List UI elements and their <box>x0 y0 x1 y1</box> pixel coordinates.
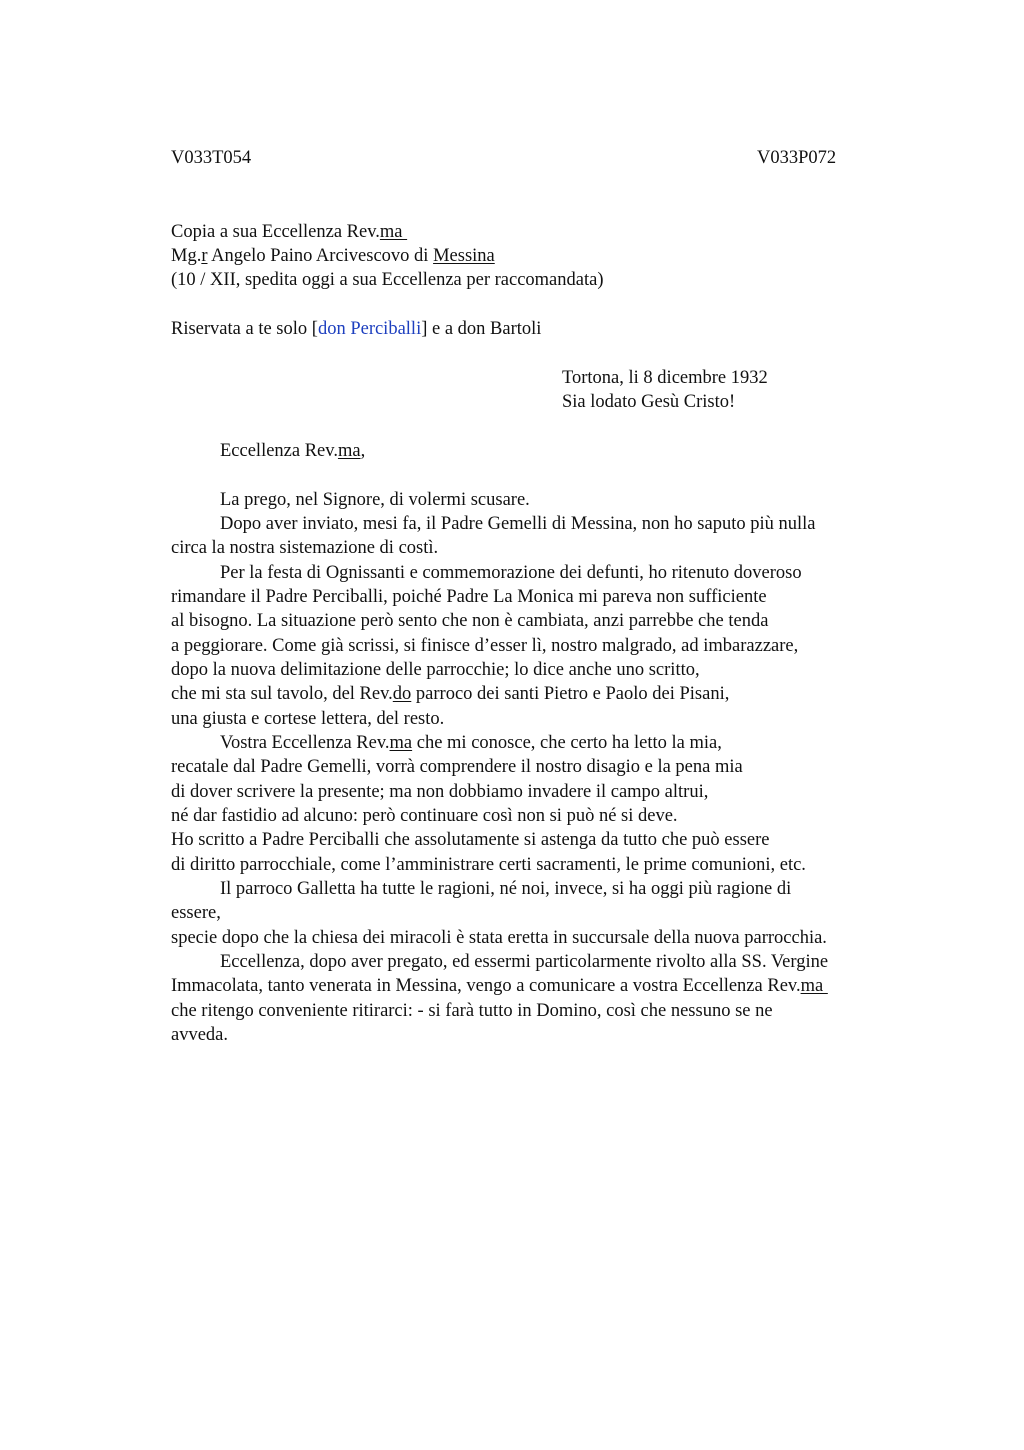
body-line: Il parroco Galletta ha tutte le ragioni, né noi, invece, si ha oggi più ragione di <box>220 879 792 899</box>
address-title-prefix: Mg. <box>171 246 202 266</box>
body-line-text: Immacolata, tanto venerata in Messina, vengo a comunicare a vostra Eccellenza Rev. <box>171 976 801 996</box>
body-line <box>220 731 722 755</box>
body-line-text: Vostra Eccellenza Rev. <box>220 733 390 753</box>
address-line-2 <box>171 244 495 268</box>
body-line: recatale dal Padre Gemelli, vorrà comprendere il nostro disagio e la pena mia <box>171 757 743 777</box>
body-line: specie dopo che la chiesa dei miracoli è stata eretta in succursale della nuova parrocchia. <box>171 928 827 948</box>
body-line: di dover scrivere la presente; ma non dobbiamo invadere il campo altrui, <box>171 782 709 802</box>
body-line: Dopo aver inviato, mesi fa, il Padre Gemelli di Messina, non ho saputo più nulla <box>220 514 816 534</box>
body-line: Per la festa di Ognissanti e commemorazione dei defunti, ho ritenuto doveroso <box>220 563 802 583</box>
salutation-sup: ma <box>337 441 361 461</box>
body-line <box>171 974 828 998</box>
body-line-sup: ma <box>800 976 828 996</box>
body-line: di diritto parrocchiale, come l’amministrare certi sacramenti, le prime comunioni, etc. <box>171 855 806 875</box>
body-line: a peggiorare. Come già scrissi, si finisce d’esser lì, nostro malgrado, ad imbarazzare, <box>171 636 799 656</box>
body-line-text: parroco dei santi Pietro e Paolo dei Pisani, <box>411 684 730 704</box>
body-line: circa la nostra sistemazione di costì. <box>171 538 439 558</box>
body-line: una giusta e cortese lettera, del resto. <box>171 709 445 729</box>
address-city: Messina <box>433 246 495 266</box>
salutation <box>220 439 365 463</box>
salutation-text: Eccellenza Rev. <box>220 441 338 461</box>
body-line: Ho scritto a Padre Perciballi che assolutamente si astenga da tutto che può essere <box>171 830 770 850</box>
body-line: dopo la nuova delimitazione delle parrocchie; lo dice anche uno scritto, <box>171 660 700 680</box>
body-line: essere, <box>171 903 221 923</box>
body-line: al bisogno. La situazione però sento che non è cambiata, anzi parrebbe che tenda <box>171 611 769 631</box>
place-date: Tortona, li 8 dicembre 1932 <box>562 368 768 388</box>
body-line: avveda. <box>171 1025 229 1045</box>
address-line-1 <box>171 220 407 244</box>
address-line-3: (10 / XII, spedita oggi a sua Eccellenza per raccomandata) <box>171 270 604 290</box>
body-line: né dar fastidio ad alcuno: però continuare così non si può né si deve. <box>171 806 678 826</box>
address-title-sup: r <box>201 246 208 266</box>
reserved-note <box>171 317 541 341</box>
address-line-1-text: Copia a sua Eccellenza Rev. <box>171 222 380 242</box>
salutation-comma: , <box>360 441 366 461</box>
body-line: La prego, nel Signore, di volermi scusare. <box>220 490 530 510</box>
body-line-sup: do <box>392 684 412 704</box>
body-line-text: che mi sta sul tavolo, del Rev. <box>171 684 393 704</box>
body-line: rimandare il Padre Perciballi, poiché Padre La Monica mi pareva non sufficiente <box>171 587 767 607</box>
body-line: che ritengo conveniente ritirarci: - si farà tutto in Domino, così che nessuno se ne <box>171 1001 773 1021</box>
address-line-1-sup: ma <box>379 222 408 242</box>
body-line-text: che mi conosce, che certo ha letto la mia, <box>412 733 722 753</box>
greeting: Sia lodato Gesù Cristo! <box>562 392 736 412</box>
body-line: Eccellenza, dopo aver pregato, ed essermi particolarmente rivolto alla SS. Vergine <box>220 952 829 972</box>
reserved-prefix: Riservata a te solo [ <box>171 319 318 339</box>
reserved-suffix: ] e a don Bartoli <box>421 319 542 339</box>
body-line-sup: ma <box>389 733 413 753</box>
document-code-left: V033T054 <box>171 148 252 168</box>
address-name: Angelo Paino Arcivescovo di <box>207 246 434 266</box>
body-line <box>171 682 729 706</box>
document-code-right: V033P072 <box>757 148 837 168</box>
reserved-name: don Perciballi <box>317 319 422 339</box>
